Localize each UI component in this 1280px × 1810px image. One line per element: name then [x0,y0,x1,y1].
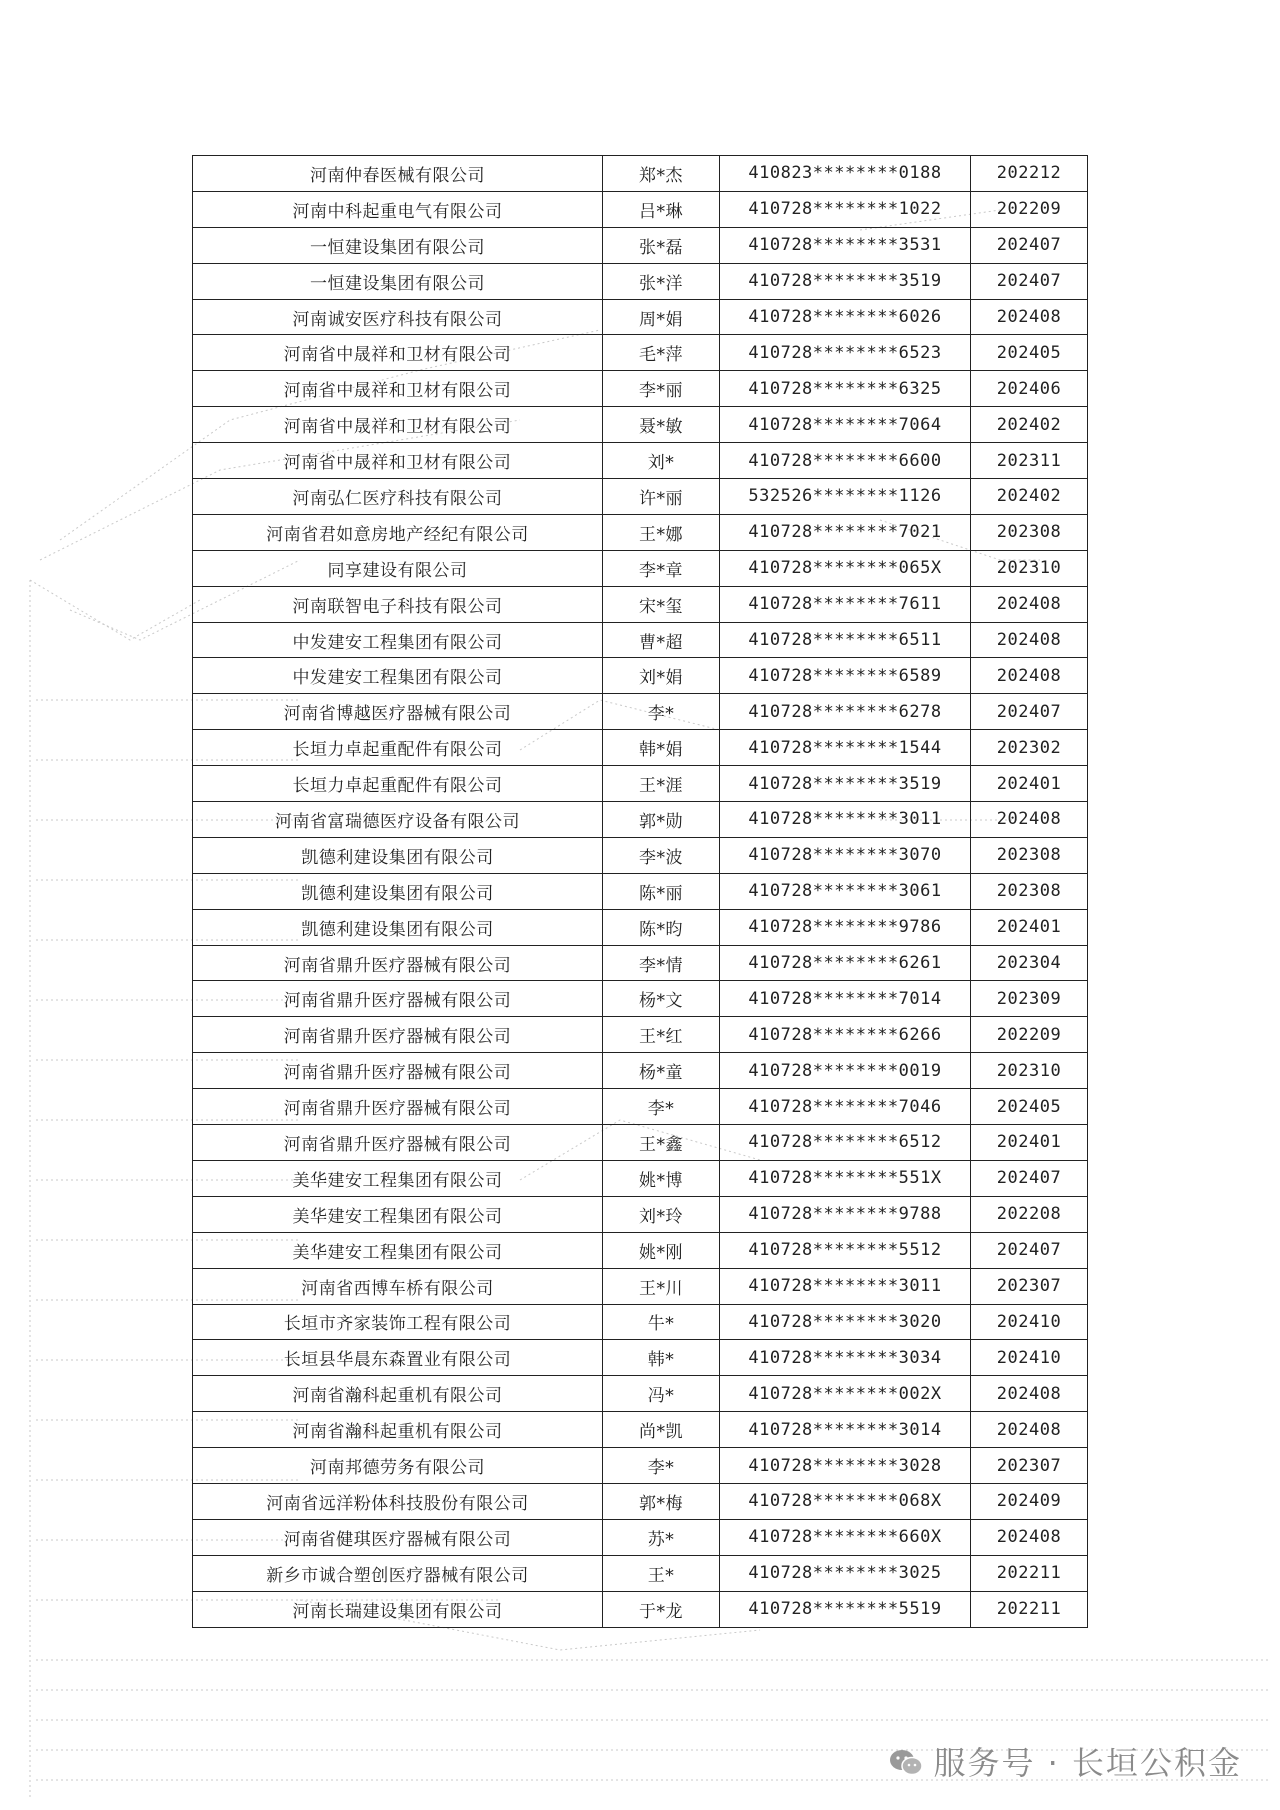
company-cell: 河南省君如意房地产经纪有限公司 [193,514,603,550]
company-cell: 河南省鼎升医疗器械有限公司 [193,1053,603,1089]
id-number-cell: 410728********7611 [720,586,971,622]
month-cell: 202310 [971,550,1088,586]
id-number-cell: 410728********3011 [720,802,971,838]
id-number-cell: 410728********7021 [720,514,971,550]
name-cell: 刘*玲 [603,1196,720,1232]
table-row [193,371,1088,407]
id-number-cell: 410728********3028 [720,1448,971,1484]
table-row [193,263,1088,299]
table-row [193,1053,1088,1089]
month-cell: 202405 [971,335,1088,371]
company-cell: 一恒建设集团有限公司 [193,263,603,299]
table-row [193,1232,1088,1268]
company-cell: 一恒建设集团有限公司 [193,227,603,263]
id-number-cell: 410728********1544 [720,730,971,766]
name-cell: 李*章 [603,550,720,586]
company-cell: 河南中科起重电气有限公司 [193,191,603,227]
month-cell: 202401 [971,1125,1088,1161]
name-cell: 牛* [603,1304,720,1340]
name-cell: 吕*琳 [603,191,720,227]
id-number-cell: 410728********6325 [720,371,971,407]
month-cell: 202408 [971,586,1088,622]
id-number-cell: 410728********002X [720,1376,971,1412]
watermark-text: 服务号 · 长垣公积金 [933,1744,1242,1782]
month-cell: 202408 [971,622,1088,658]
table-row [193,1125,1088,1161]
month-cell: 202209 [971,191,1088,227]
id-number-cell: 410728********0019 [720,1053,971,1089]
name-cell: 郑*杰 [603,156,720,192]
month-cell: 202401 [971,909,1088,945]
name-cell: 曹*超 [603,622,720,658]
month-cell: 202407 [971,694,1088,730]
company-cell: 河南仲春医械有限公司 [193,156,603,192]
table-row [193,550,1088,586]
name-cell: 张*洋 [603,263,720,299]
month-cell: 202406 [971,371,1088,407]
company-cell: 美华建安工程集团有限公司 [193,1160,603,1196]
month-cell: 202302 [971,730,1088,766]
company-cell: 长垣力卓起重配件有限公司 [193,730,603,766]
id-number-cell: 410728********7064 [720,407,971,443]
table-row [193,335,1088,371]
table-row [193,1376,1088,1412]
company-cell: 中发建安工程集团有限公司 [193,658,603,694]
id-number-cell: 410728********5512 [720,1232,971,1268]
name-cell: 李*波 [603,837,720,873]
month-cell: 202408 [971,1412,1088,1448]
company-cell: 河南省鼎升医疗器械有限公司 [193,1125,603,1161]
id-number-cell: 410728********3011 [720,1268,971,1304]
id-number-cell: 410728********9788 [720,1196,971,1232]
id-number-cell: 410728********9786 [720,909,971,945]
table-row [193,837,1088,873]
name-cell: 宋*玺 [603,586,720,622]
record-table [192,155,1088,1628]
name-cell: 许*丽 [603,479,720,515]
company-cell: 河南省健琪医疗器械有限公司 [193,1519,603,1555]
table-row [193,658,1088,694]
table-body [193,156,1088,1628]
table-row [193,299,1088,335]
table-row [193,802,1088,838]
id-number-cell: 410728********551X [720,1160,971,1196]
name-cell: 冯* [603,1376,720,1412]
table-row [193,586,1088,622]
name-cell: 刘*娟 [603,658,720,694]
month-cell: 202407 [971,263,1088,299]
table-row [193,1160,1088,1196]
company-cell: 河南省鼎升医疗器械有限公司 [193,981,603,1017]
table-row [193,1555,1088,1591]
id-number-cell: 410728********6261 [720,945,971,981]
id-number-cell: 410728********7014 [720,981,971,1017]
company-cell: 河南诚安医疗科技有限公司 [193,299,603,335]
id-number-cell: 410728********6512 [720,1125,971,1161]
id-number-cell: 410728********3519 [720,766,971,802]
company-cell: 中发建安工程集团有限公司 [193,622,603,658]
month-cell: 202309 [971,981,1088,1017]
month-cell: 202407 [971,227,1088,263]
company-cell: 河南省鼎升医疗器械有限公司 [193,1089,603,1125]
company-cell: 凯德利建设集团有限公司 [193,837,603,873]
month-cell: 202401 [971,766,1088,802]
company-cell: 凯德利建设集团有限公司 [193,909,603,945]
name-cell: 李* [603,1089,720,1125]
company-cell: 长垣市齐家装饰工程有限公司 [193,1304,603,1340]
table-row [193,479,1088,515]
month-cell: 202307 [971,1268,1088,1304]
table-row [193,1448,1088,1484]
name-cell: 刘* [603,443,720,479]
table-row [193,407,1088,443]
month-cell: 202211 [971,1591,1088,1627]
company-cell: 长垣力卓起重配件有限公司 [193,766,603,802]
name-cell: 聂*敏 [603,407,720,443]
table-row [193,1591,1088,1627]
company-cell: 美华建安工程集团有限公司 [193,1196,603,1232]
company-cell: 河南省瀚科起重机有限公司 [193,1376,603,1412]
company-cell: 河南省瀚科起重机有限公司 [193,1412,603,1448]
company-cell: 河南联智电子科技有限公司 [193,586,603,622]
name-cell: 苏* [603,1519,720,1555]
month-cell: 202408 [971,1519,1088,1555]
id-number-cell: 410728********6266 [720,1017,971,1053]
name-cell: 王*鑫 [603,1125,720,1161]
month-cell: 202308 [971,514,1088,550]
id-number-cell: 410728********6600 [720,443,971,479]
name-cell: 李*情 [603,945,720,981]
company-cell: 河南弘仁医疗科技有限公司 [193,479,603,515]
month-cell: 202407 [971,1160,1088,1196]
table-row [193,945,1088,981]
id-number-cell: 410728********6511 [720,622,971,658]
name-cell: 杨*文 [603,981,720,1017]
name-cell: 李* [603,1448,720,1484]
company-cell: 河南省中晟祥和卫材有限公司 [193,371,603,407]
name-cell: 李* [603,694,720,730]
company-cell: 河南省鼎升医疗器械有限公司 [193,1017,603,1053]
name-cell: 杨*童 [603,1053,720,1089]
table-row [193,443,1088,479]
id-number-cell: 410728********6026 [720,299,971,335]
month-cell: 202308 [971,837,1088,873]
id-number-cell: 410728********3034 [720,1340,971,1376]
id-number-cell: 410728********3070 [720,837,971,873]
id-number-cell: 410728********7046 [720,1089,971,1125]
table-row [193,694,1088,730]
company-cell: 同享建设有限公司 [193,550,603,586]
company-cell: 河南省鼎升医疗器械有限公司 [193,945,603,981]
company-cell: 长垣县华晨东森置业有限公司 [193,1340,603,1376]
table-row [193,191,1088,227]
name-cell: 张*磊 [603,227,720,263]
table-row [193,1089,1088,1125]
table-row [193,1483,1088,1519]
wechat-icon [889,1747,923,1775]
month-cell: 202405 [971,1089,1088,1125]
id-number-cell: 410728********068X [720,1483,971,1519]
id-number-cell: 410728********065X [720,550,971,586]
company-cell: 新乡市诚合塑创医疗器械有限公司 [193,1555,603,1591]
name-cell: 郭*梅 [603,1483,720,1519]
table-row [193,622,1088,658]
name-cell: 李*丽 [603,371,720,407]
company-cell: 凯德利建设集团有限公司 [193,873,603,909]
name-cell: 王*川 [603,1268,720,1304]
id-number-cell: 410728********3025 [720,1555,971,1591]
id-number-cell: 410728********3061 [720,873,971,909]
month-cell: 202409 [971,1483,1088,1519]
id-number-cell: 410728********1022 [720,191,971,227]
table-row [193,1017,1088,1053]
month-cell: 202208 [971,1196,1088,1232]
table-row [193,981,1088,1017]
company-cell: 河南省西博车桥有限公司 [193,1268,603,1304]
month-cell: 202307 [971,1448,1088,1484]
id-number-cell: 410823********0188 [720,156,971,192]
month-cell: 202212 [971,156,1088,192]
id-number-cell: 532526********1126 [720,479,971,515]
name-cell: 姚*博 [603,1160,720,1196]
id-number-cell: 410728********3014 [720,1412,971,1448]
table-row [193,1412,1088,1448]
id-number-cell: 410728********3519 [720,263,971,299]
id-number-cell: 410728********5519 [720,1591,971,1627]
table-row [193,1268,1088,1304]
month-cell: 202410 [971,1340,1088,1376]
table-row [193,1340,1088,1376]
company-cell: 河南省中晟祥和卫材有限公司 [193,407,603,443]
name-cell: 韩* [603,1340,720,1376]
table-row [193,1304,1088,1340]
name-cell: 陈*丽 [603,873,720,909]
name-cell: 韩*娟 [603,730,720,766]
table-row [193,730,1088,766]
name-cell: 姚*刚 [603,1232,720,1268]
table-row [193,873,1088,909]
company-cell: 河南邦德劳务有限公司 [193,1448,603,1484]
month-cell: 202211 [971,1555,1088,1591]
company-cell: 河南长瑞建设集团有限公司 [193,1591,603,1627]
month-cell: 202407 [971,1232,1088,1268]
month-cell: 202408 [971,802,1088,838]
name-cell: 王*红 [603,1017,720,1053]
table-row [193,1519,1088,1555]
id-number-cell: 410728********6278 [720,694,971,730]
name-cell: 王*涯 [603,766,720,802]
name-cell: 毛*萍 [603,335,720,371]
month-cell: 202410 [971,1304,1088,1340]
table-row [193,156,1088,192]
table-row [193,766,1088,802]
month-cell: 202402 [971,479,1088,515]
month-cell: 202408 [971,299,1088,335]
company-cell: 河南省中晟祥和卫材有限公司 [193,335,603,371]
company-cell: 河南省中晟祥和卫材有限公司 [193,443,603,479]
month-cell: 202311 [971,443,1088,479]
watermark [889,1738,1242,1784]
company-cell: 河南省博越医疗器械有限公司 [193,694,603,730]
table-row [193,514,1088,550]
month-cell: 202308 [971,873,1088,909]
month-cell: 202402 [971,407,1088,443]
id-number-cell: 410728********660X [720,1519,971,1555]
company-cell: 河南省富瑞德医疗设备有限公司 [193,802,603,838]
name-cell: 陈*昀 [603,909,720,945]
name-cell: 王* [603,1555,720,1591]
company-cell: 美华建安工程集团有限公司 [193,1232,603,1268]
table-row [193,227,1088,263]
name-cell: 尚*凯 [603,1412,720,1448]
id-number-cell: 410728********3020 [720,1304,971,1340]
name-cell: 郭*勋 [603,802,720,838]
name-cell: 王*娜 [603,514,720,550]
company-cell: 河南省远洋粉体科技股份有限公司 [193,1483,603,1519]
name-cell: 周*娟 [603,299,720,335]
id-number-cell: 410728********6589 [720,658,971,694]
table-row [193,909,1088,945]
month-cell: 202310 [971,1053,1088,1089]
month-cell: 202209 [971,1017,1088,1053]
table-row [193,1196,1088,1232]
name-cell: 于*龙 [603,1591,720,1627]
id-number-cell: 410728********3531 [720,227,971,263]
month-cell: 202304 [971,945,1088,981]
month-cell: 202408 [971,658,1088,694]
id-number-cell: 410728********6523 [720,335,971,371]
month-cell: 202408 [971,1376,1088,1412]
